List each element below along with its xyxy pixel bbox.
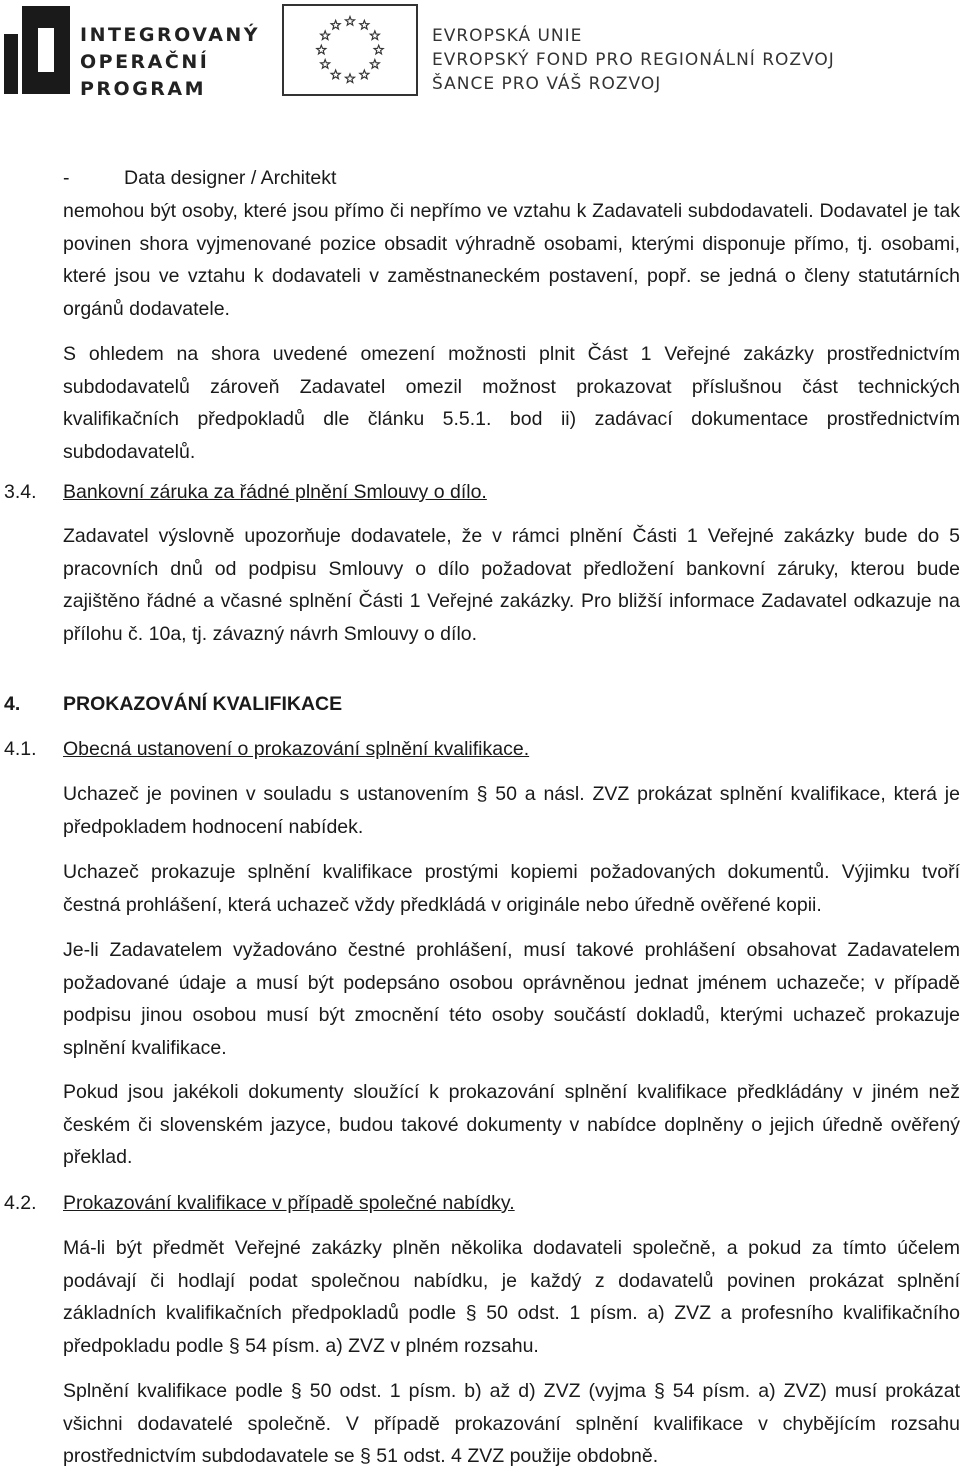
eu-flag-icon xyxy=(282,4,418,96)
section-4-1-title: Obecná ustanovení o prokazování splnění kvalifikace. xyxy=(63,738,530,760)
paragraph-declaration: Je-li Zadavatelem vyžadováno čestné prohlášení, musí takové prohlášení obsahovat Zadavatelem požadované údaje a musí být podepsáno osobou oprávněnou jednat jménem uchazeče; v případě podpisu jinou osobou musí být zmocnění této osoby součástí dokladů, kterými uchazeč prokazuje splnění kvalifikace. xyxy=(63,939,960,1059)
section-4-2-number: 4.2. xyxy=(4,1192,37,1214)
iop-logo-text xyxy=(80,22,260,103)
section-3-4-number: 3.4. xyxy=(4,481,37,503)
section-3-4-title: Bankovní záruka za řádné plnění Smlouvy o dílo. xyxy=(63,481,487,503)
eu-star-icon xyxy=(370,31,379,40)
paragraph-obligation: Uchazeč je povinen v souladu s ustanovením § 50 a násl. ZVZ prokázat splnění kvalifikace, která je předpokladem hodnocení nabídek. xyxy=(63,783,960,838)
eu-star-icon xyxy=(331,70,340,79)
eu-logo-line1: EVROPSKÁ UNIE xyxy=(432,26,583,46)
paragraph-joint-qualification: Splnění kvalifikace podle § 50 odst. 1 písm. b) až d) ZVZ (vyjma § 54 písm. a) ZVZ) musí prokázat všichni dodavatelé společně. V případě prokazování splnění kvalifikace v chybějícím rozsahu prostřednictvím subdodavatele se § 51 odst. 4 ZVZ použije obdobně. xyxy=(63,1380,960,1467)
eu-star-icon xyxy=(345,74,354,83)
eu-star-icon xyxy=(374,45,383,54)
iop-logo-line2: OPERAČNÍ xyxy=(80,51,210,73)
eu-star-icon xyxy=(331,20,340,29)
eu-star-icon xyxy=(370,60,379,69)
eu-star-icon xyxy=(360,20,369,29)
list-item-text: Data designer / Architekt xyxy=(124,167,337,189)
section-4-1-number: 4.1. xyxy=(4,738,37,760)
iop-logo-line1: INTEGROVANÝ xyxy=(80,24,261,46)
eu-star-icon xyxy=(317,45,326,54)
iop-logo-line3: PROGRAM xyxy=(80,78,207,100)
iop-logo-icon xyxy=(4,6,70,94)
paragraph-copies: Uchazeč prokazuje splnění kvalifikace prostými kopiemi požadovaných dokumentů. Výjimku tvoří čestná prohlášení, která uchazeč vždy předkládá v originále nebo úředně ověřené kopii. xyxy=(63,861,960,916)
eu-star-icon xyxy=(321,60,330,69)
eu-logo-line2: EVROPSKÝ FOND PRO REGIONÁLNÍ ROZVOJ xyxy=(432,50,835,70)
paragraph-limitation: S ohledem na shora uvedené omezení možnosti plnit Část 1 Veřejné zakázky prostřednictvím subdodavatelů zároveň Zadavatel omezil možnost prokazovat příslušnou část technických kvalifikačních předpokladů dle článku 5.5.1. bod ii) zadávací dokumentace prostřednictvím subdodavatelů. xyxy=(63,343,960,463)
section-4-title: PROKAZOVÁNÍ KVALIFIKACE xyxy=(63,693,343,715)
eu-logo-text xyxy=(432,24,835,96)
paragraph-translation: Pokud jsou jakékoli dokumenty sloužící k prokazování splnění kvalifikace předkládány v jiném než českém či slovenském jazyce, budou takové dokumenty v nabídce doplněny o jejich úředně ověřený překlad. xyxy=(63,1081,960,1168)
eu-star-icon xyxy=(321,31,330,40)
eu-star-icon xyxy=(345,17,354,26)
eu-logo-line3: ŠANCE PRO VÁŠ ROZVOJ xyxy=(432,74,662,94)
document-header xyxy=(0,0,960,112)
section-4-2-title: Prokazování kvalifikace v případě společné nabídky. xyxy=(63,1192,515,1214)
paragraph-bank-guarantee: Zadavatel výslovně upozorňuje dodavatele, že v rámci plnění Části 1 Veřejné zakázky bude do 5 pracovních dnů od podpisu Smlouvy o dílo požadovat předložení bankovní záruky, kterou bude zajištěno řádné a včasné splnění Části 1 Veřejné zakázky. Pro bližší informace Zadavatel odkazuje na přílohu č. 10a, tj. závazný návrh Smlouvy o dílo. xyxy=(63,525,960,645)
paragraph-subcontractors: nemohou být osoby, které jsou přímo či nepřímo ve vztahu k Zadavateli subdodavateli. Dodavatel je tak povinen shora vyjmenované pozice obsadit výhradně osobami, kterými disponuje přímo, tj. osobami, které jsou ve vztahu k dodavateli v zaměstnaneckém postavení, popř. se jedná o členy statutárních orgánů dodavatele. xyxy=(63,200,960,320)
eu-star-icon xyxy=(360,70,369,79)
paragraph-joint-offer: Má-li být předmět Veřejné zakázky plněn několika dodavateli společně, a pokud za tímto účelem podávají či hodlají podat společnou nabídku, je každý z dodavatelů povinen prokázat splnění základních kvalifikačních předpokladů podle § 50 odst. 1 písm. a) ZVZ a profesního kvalifikačního předpokladu podle § 54 písm. a) ZVZ v plném rozsahu. xyxy=(63,1237,960,1357)
section-4-number: 4. xyxy=(4,693,21,715)
list-item-dash: - xyxy=(63,167,70,189)
